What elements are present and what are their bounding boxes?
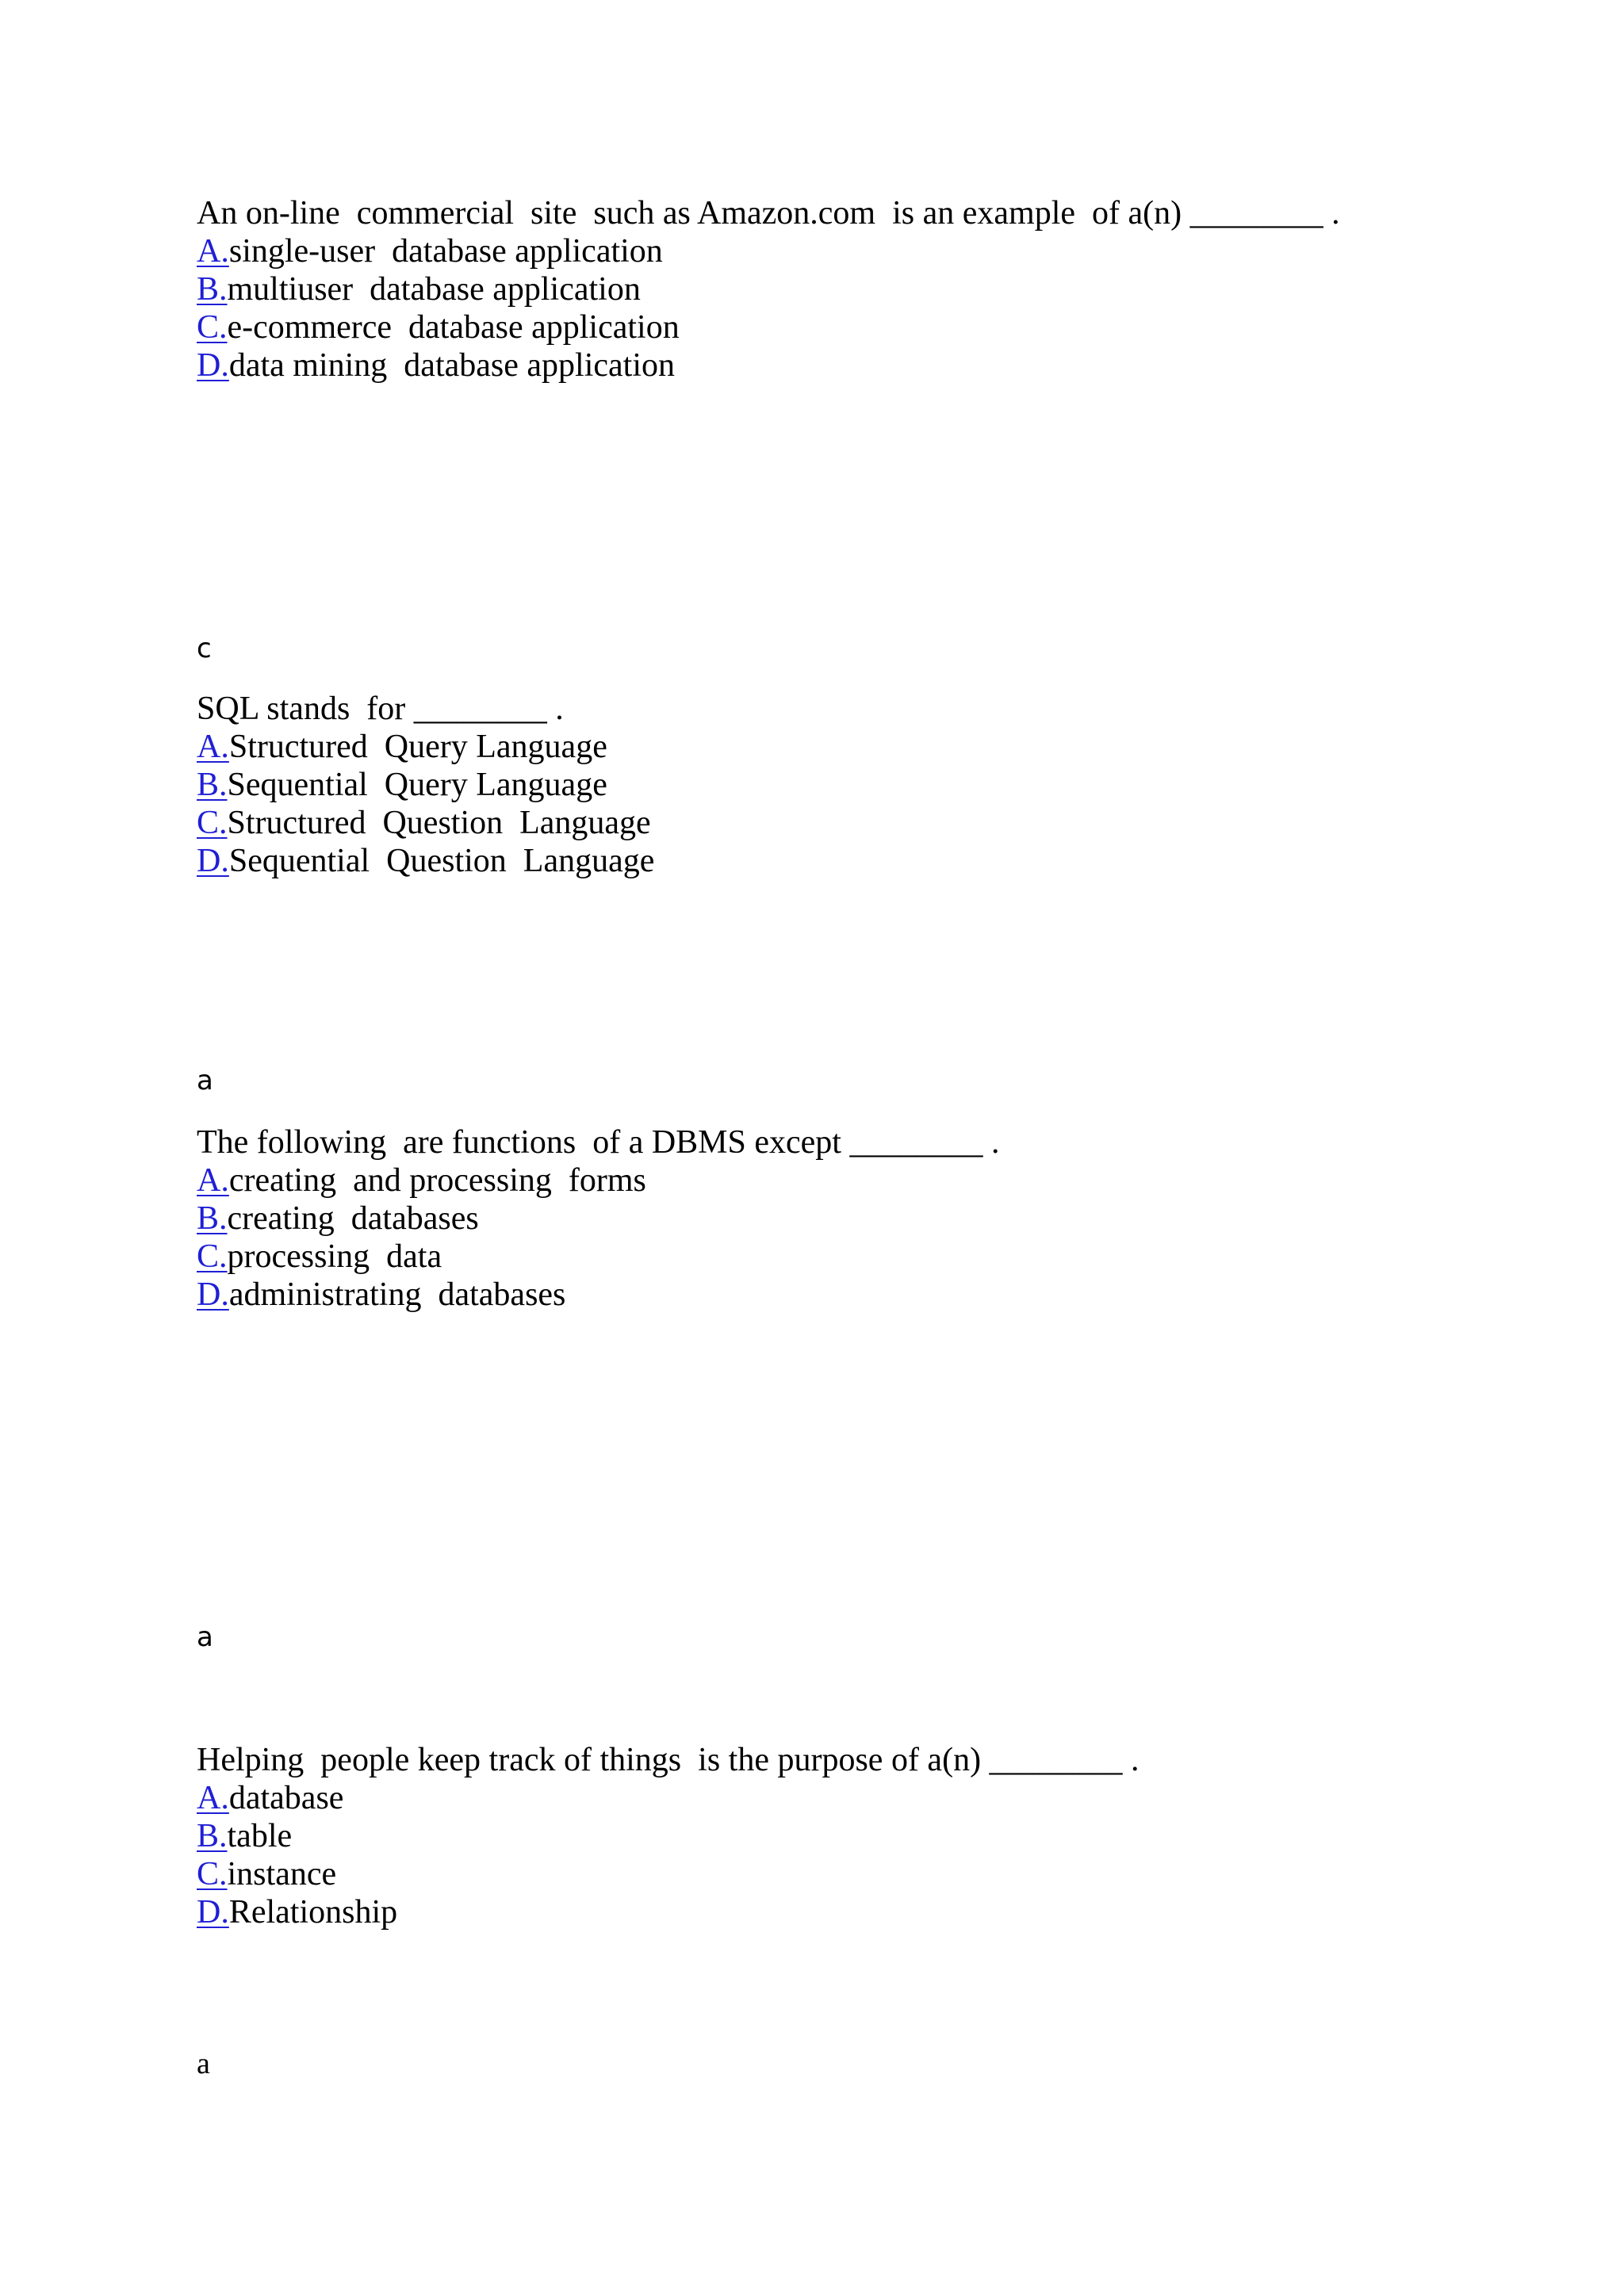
option-text: single-user database application [228, 233, 663, 270]
option-text: processing data [227, 1238, 442, 1275]
option-text: instance [227, 1856, 337, 1892]
question-2-text: SQL stands for ________ . [197, 691, 564, 727]
option-link-c[interactable]: C. [197, 309, 228, 346]
answer-4: a [197, 2047, 210, 2080]
option-link-a[interactable]: A. [197, 1780, 229, 1816]
option-link-b[interactable]: B. [197, 1818, 228, 1854]
option-text: Structured Query Language [228, 729, 607, 765]
option-text: table [227, 1818, 293, 1854]
option-text: administrating databases [228, 1276, 566, 1313]
question-1 [197, 194, 1545, 385]
option-link-b[interactable]: B. [197, 271, 228, 308]
option-text: Sequential Query Language [227, 767, 607, 803]
option-link-b[interactable]: B. [197, 767, 228, 803]
option-text: Structured Question Language [227, 805, 651, 841]
answer-2: a [197, 1065, 213, 1096]
question-1-text: An on-line commercial site such as Amazon.com is an example of a(n) ________ . [197, 195, 1340, 232]
question-3-option-c [197, 1238, 1545, 1276]
option-text: data mining database application [228, 347, 675, 384]
question-3-option-b [197, 1200, 1545, 1238]
option-link-a[interactable]: A. [197, 1162, 229, 1199]
option-text: Relationship [228, 1894, 398, 1931]
option-link-a[interactable]: A. [197, 729, 229, 765]
option-link-c[interactable]: C. [197, 805, 228, 841]
option-text: creating and processing forms [228, 1162, 646, 1199]
answer-1: c [197, 633, 212, 664]
question-2-option-b [197, 766, 1545, 804]
option-text: creating databases [227, 1200, 479, 1237]
question-4-text: Helping people keep track of things is the purpose of a(n) ________ . [197, 1742, 1139, 1778]
question-2-option-a [197, 728, 1545, 766]
option-text: multiuser database application [227, 271, 641, 308]
option-link-c[interactable]: C. [197, 1238, 228, 1275]
option-link-b[interactable]: B. [197, 1200, 228, 1237]
option-text: Sequential Question Language [228, 843, 655, 879]
question-4 [197, 1741, 1545, 1931]
question-3-text: The following are functions of a DBMS except ________ . [197, 1124, 1000, 1161]
question-3-option-a [197, 1161, 1545, 1200]
option-link-d[interactable]: D. [197, 1276, 229, 1313]
question-4-option-d [197, 1893, 1545, 1931]
answer-3: a [197, 1621, 213, 1653]
option-link-a[interactable]: A. [197, 233, 229, 270]
option-link-d[interactable]: D. [197, 843, 229, 879]
option-link-d[interactable]: D. [197, 1894, 229, 1931]
question-1-option-b [197, 270, 1545, 308]
question-2 [197, 690, 1545, 880]
option-text: database [228, 1780, 344, 1816]
question-3-option-d [197, 1276, 1545, 1314]
question-4-option-a [197, 1779, 1545, 1817]
question-3 [197, 1123, 1545, 1314]
question-4-option-b [197, 1817, 1545, 1855]
question-4-option-c [197, 1855, 1545, 1893]
question-2-option-c [197, 804, 1545, 842]
question-1-option-a [197, 232, 1545, 270]
question-2-option-d [197, 842, 1545, 880]
option-link-c[interactable]: C. [197, 1856, 228, 1892]
question-1-option-c [197, 308, 1545, 346]
option-link-d[interactable]: D. [197, 347, 229, 384]
question-1-option-d [197, 346, 1545, 385]
option-text: e-commerce database application [227, 309, 680, 346]
